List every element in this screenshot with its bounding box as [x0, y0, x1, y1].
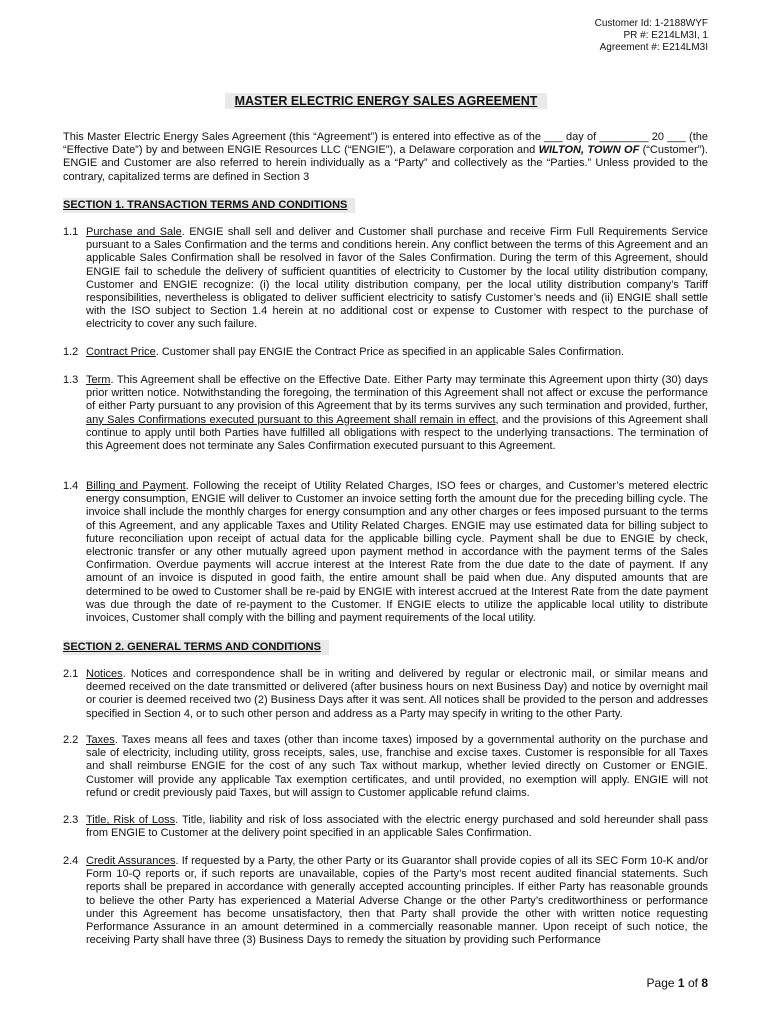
customer-id: Customer Id: 1-2188WYF — [594, 18, 708, 29]
clause-underlined-text: any Sales Confirmations executed pursuant to this Agreement shall remain in effect — [86, 413, 496, 426]
clause-text-a: . This Agreement shall be effective on the Effective Date. Either Party may terminate this Agreement upon thirty (30) days prior written notice. Notwithstanding the foregoing, the termination of this Agreement shall not affect or excuse the performance of either Party pursuant to any provision of this Agreement that by its terms survives any such termination and provided, further, — [86, 374, 708, 413]
intro-paragraph — [63, 131, 708, 184]
section-2-heading: SECTION 2. GENERAL TERMS AND CONDITIONS — [63, 640, 329, 655]
clause-2-4 — [63, 855, 708, 947]
clause-text: . Following the receipt of Utility Related Charges, ISO fees or charges, and Customer’s metered electric energy consumption, ENGIE will deliver to Customer an invoice setting forth the amount due for the preceding billing cycle. The invoice shall include the monthly charges for energy consumption and any other charges or fees imposed pursuant to the terms of this Agreement, and any applicable Taxes and Utility Related Charges. ENGIE may use estimated data for billing subject to future reconciliation upon receipt of actual data for the applicable billing cycle. Payment shall be due to ENGIE by check, electronic transfer or any other mutually agreed upon payment method in accordance with the payment terms of the Sales Confirmation. Overdue payments will accrue interest at the Interest Rate from the due date to the date of payment. If any amount of an invoice is disputed in good faith, the entire amount shall be paid when due. Any disputed amounts that are determined to be owed to Customer shall be re-paid by ENGIE with interest accrued at the Interest Rate from the date payment was due through the date of re-payment to the Customer. If ENGIE elects to utilize the applicable local utility to distribute invoices, Customer shall comply with the billing and payment requirements of the local utility. — [86, 480, 708, 625]
clause-title: Term — [86, 374, 111, 386]
clause-number: 1.4 — [63, 480, 79, 492]
clause-title: Billing and Payment — [86, 480, 186, 492]
customer-name: WILTON, TOWN OF — [538, 144, 640, 157]
clause-number: 2.2 — [63, 734, 79, 746]
clause-1-1 — [63, 226, 708, 332]
section-1-heading: SECTION 1. TRANSACTION TERMS AND CONDITIONS — [63, 198, 355, 213]
intro-text-1: This Master Electric Energy Sales Agreement (this “Agreement”) is entered into effective as of the ___ day of ________ 20 ___ (the “Effective Date”) by and between ENGIE Resources LLC (“ENGIE”), a Delaware corporation and — [63, 131, 708, 157]
clause-text: . Customer shall pay ENGIE the Contract Price as specified in an applicable Sales Confirmation. — [155, 346, 625, 358]
clause-number: 2.4 — [63, 855, 79, 867]
clause-title: Taxes — [86, 734, 115, 746]
document-header — [595, 18, 708, 54]
page-number — [647, 977, 708, 990]
clause-1-2 — [63, 346, 708, 359]
clause-number: 1.3 — [63, 374, 79, 386]
clause-text: . Title, liability and risk of loss associated with the electric energy purchased and sold hereunder shall pass from ENGIE to Customer at the delivery point specified in an applicable Sales Confirmation. — [86, 814, 708, 840]
clause-text: . If requested by a Party, the other Party or its Guarantor shall provide copies of all its SEC Form 10-K and/or Form 10-Q reports or, if such reports are unavailable, copies of the Party’s most recent audited financial statements. Such reports shall be prepared in accordance with generally accepted accounting principles. If either Party has reasonable grounds to believe the other Party has experienced a Material Adverse Change or the other Party’s creditworthiness or performance under this Agreement has become unsatisfactory, then that Party shall provide the other with written notice requesting Performance Assurance in an amount determined in a commercially reasonable manner. Upon receipt of such notice, the receiving Party shall have three (3) Business Days to remedy the situation by providing such Performance — [86, 855, 708, 947]
intro-text-2: (“Customer”). ENGIE and Customer are also referred to herein individually as a “Party” and collectively as the “Parties.” Unless provided to the contrary, capitalized terms are defined in Section 3 — [63, 144, 708, 183]
clause-number: 1.2 — [63, 346, 79, 358]
clause-2-3 — [63, 814, 708, 840]
of-word: of — [687, 976, 698, 990]
agreement-number: Agreement #: E214LM3I — [599, 42, 708, 53]
clause-text: . Taxes means all fees and taxes (other than income taxes) imposed by a governmental authority on the purchase and sale of electricity, including utility, gross receipts, sales, use, franchise and excise taxes. Customer is responsible for all Taxes and shall reimburse ENGIE for the cost of any such Tax without markup, whether levied directly on Customer or ENGIE. Customer will provide any applicable Tax exemption certificates, and until provided, no exemption will apply. ENGIE will not refund or credit previously paid Taxes, but will assign to Customer applicable refund claims. — [86, 734, 708, 799]
clause-number: 1.1 — [63, 226, 79, 238]
document-title: MASTER ELECTRIC ENERGY SALES AGREEMENT — [225, 93, 547, 109]
pr-number: PR #: E214LM3I, 1 — [623, 30, 708, 41]
total-pages: 8 — [701, 976, 708, 990]
clause-number: 2.3 — [63, 814, 79, 826]
clause-title: Purchase and Sale — [86, 226, 182, 238]
current-page: 1 — [677, 976, 685, 990]
clause-title: Title, Risk of Loss — [86, 814, 176, 826]
page-word: Page — [646, 976, 675, 990]
clause-text: . ENGIE shall sell and deliver and Customer shall purchase and receive Firm Full Requirements Service pursuant to a Sales Confirmation and the terms and conditions herein. Any conflict between the terms of this Agreement and an applicable Sales Confirmation shall be resolved in favor of the Sales Confirmation. During the term of this Agreement, should ENGIE fail to schedule the delivery of sufficient quantities of electricity to Customer by the local utility distribution company, Customer and ENGIE recognize: (i) the local utility distribution company, per the local utility distribution company’s Tariff responsibilities, nevertheless is obligated to deliver sufficient electricity to satisfy Customer’s needs and (ii) ENGIE shall settle with the ISO subject to Section 1.4 herein at no additional cost or expense to Customer with respect to the purchase of electricity to cover any such failure. — [86, 226, 709, 331]
clause-text-b: , and the provisions of this Agreement shall continue to apply until both Parties have fulfilled all obligations with respect to the underlying transactions. The termination of this Agreement does not terminate any Sales Confirmation executed pursuant to this Agreement. — [86, 413, 708, 453]
clause-1-3 — [63, 374, 708, 453]
clause-2-2 — [63, 734, 708, 800]
clause-text: . Notices and correspondence shall be in writing and delivered by regular or electronic mail, or similar means and deemed received on the date transmitted or delivered (after business hours on next Business Day) and notice by overnight mail or courier is deemed received two (2) Business Days after it was sent. All notices shall be provided to the person and addresses specified in Section 4, or to such other person and address as a Party may specify in writing to the other Party. — [86, 668, 708, 720]
clause-title: Credit Assurances — [86, 855, 176, 867]
clause-2-1 — [63, 668, 708, 721]
clause-title: Notices — [86, 668, 123, 680]
clause-title: Contract Price — [86, 346, 156, 358]
clause-number: 2.1 — [63, 668, 79, 680]
clause-1-4 — [63, 480, 708, 625]
